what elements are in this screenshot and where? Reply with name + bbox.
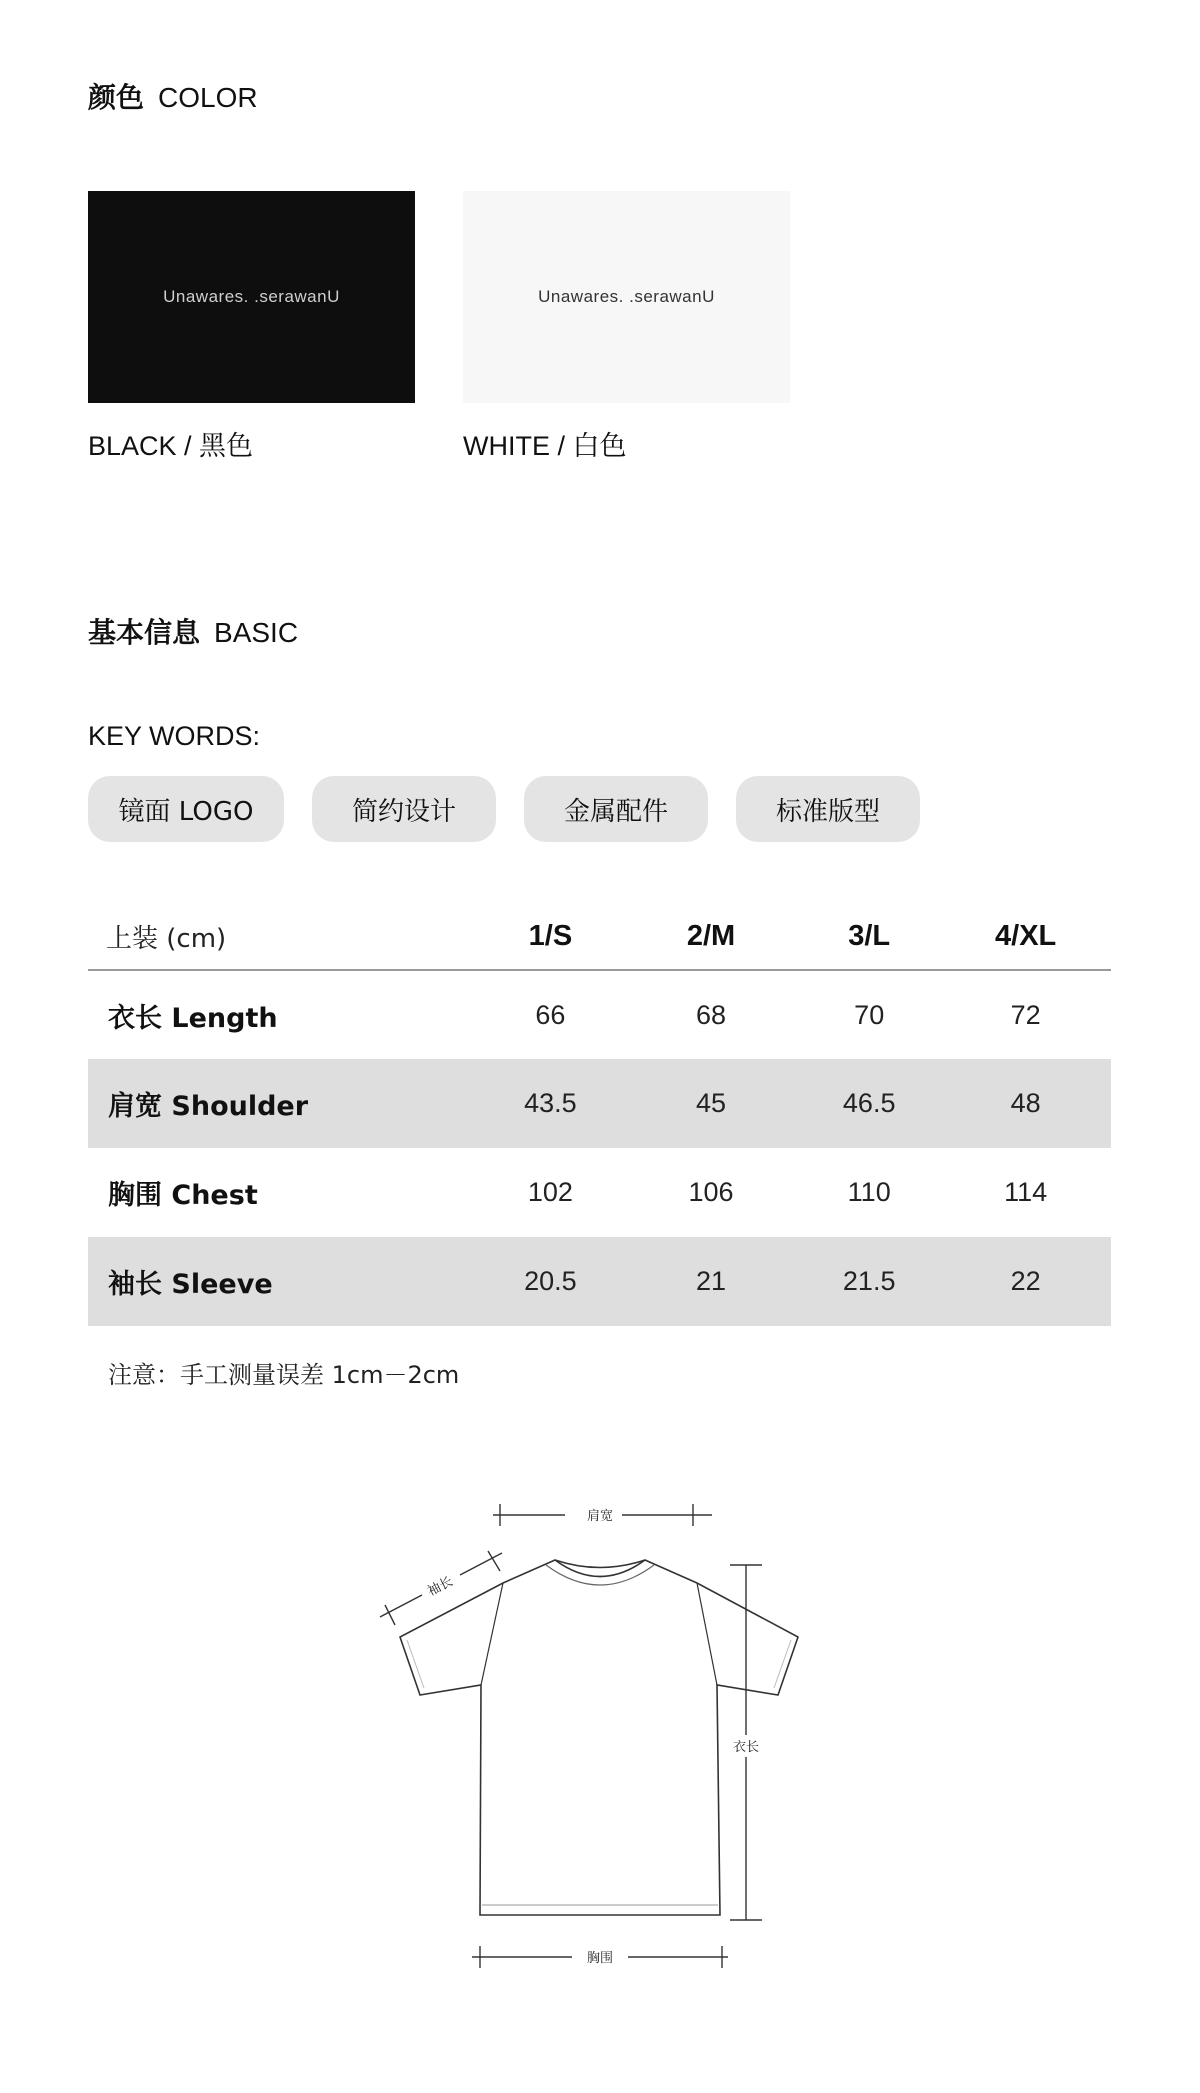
table-header-cell: 1/S — [477, 904, 624, 970]
size-table — [88, 904, 1111, 1326]
table-cell: 66 — [535, 999, 566, 1030]
table-cell: 72 — [1010, 999, 1041, 1030]
table-header-row — [88, 904, 1111, 970]
row-label: 衣长 Length — [108, 1002, 278, 1034]
table-header-cell: 上装 (cm) — [88, 904, 477, 970]
length-label: 衣长 — [732, 1740, 760, 1755]
keyword-chips — [88, 776, 920, 842]
swatch-logo-text: Unawares. .serawanU — [163, 287, 340, 306]
keyword-chip: 简约设计 — [312, 776, 496, 842]
keyword-chip: 金属配件 — [524, 776, 708, 842]
keywords-label: KEY WORDS: — [88, 721, 261, 751]
shoulder-label: 肩宽 — [586, 1509, 614, 1524]
swatch-label-white: WHITE / 白色 — [463, 431, 627, 461]
row-label: 胸围 Chest — [108, 1180, 258, 1211]
tshirt-outline — [400, 1560, 798, 1915]
table-cell: 48 — [940, 1059, 1111, 1148]
table-cell: 70 — [854, 999, 885, 1030]
basic-title-zh: 基本信息 — [88, 616, 201, 649]
tshirt-measurement-diagram — [360, 1495, 820, 1985]
swatch-label-black: BLACK / 黑色 — [88, 431, 254, 461]
table-cell: 22 — [940, 1237, 1111, 1326]
table-cell: 110 — [847, 1177, 891, 1207]
basic-title-en: BASIC — [214, 617, 299, 648]
table-cell: 43.5 — [477, 1059, 624, 1148]
row-label: 袖长 Sleeve — [88, 1237, 477, 1326]
table-cell: 68 — [695, 999, 727, 1030]
color-title-en: COLOR — [158, 82, 258, 113]
table-header-cell: 2/M — [624, 904, 798, 970]
row-label: 肩宽 Shoulder — [88, 1059, 477, 1148]
table-cell: 20.5 — [477, 1237, 624, 1326]
table-row — [88, 1059, 1111, 1148]
measurement-note: 注意：手工测量误差 1cm－2cm — [108, 1361, 460, 1389]
color-title-zh: 颜色 — [88, 81, 145, 114]
table-cell: 21 — [624, 1237, 798, 1326]
sleeve-label: 袖长 — [425, 1574, 456, 1600]
table-cell: 46.5 — [798, 1059, 940, 1148]
basic-section-title — [88, 611, 298, 651]
keyword-chip: 标准版型 — [736, 776, 920, 842]
swatch-logo-text: Unawares. .serawanU — [538, 287, 715, 306]
table-header-cell: 4/XL — [940, 904, 1111, 970]
table-row — [88, 1237, 1111, 1326]
color-section-title — [88, 76, 258, 116]
swatch-white[interactable] — [463, 191, 790, 403]
table-cell: 114 — [1004, 1177, 1048, 1207]
table-header-cell: 3/L — [798, 904, 940, 970]
keyword-chip: 镜面 LOGO — [88, 776, 284, 842]
table-cell: 21.5 — [798, 1237, 940, 1326]
swatch-black[interactable] — [88, 191, 415, 403]
table-row — [88, 970, 1111, 1059]
table-cell: 45 — [624, 1059, 798, 1148]
table-row — [88, 1148, 1111, 1237]
table-cell: 102 — [527, 1177, 573, 1207]
table-cell: 106 — [688, 1177, 734, 1207]
chest-label: 胸围 — [586, 1951, 614, 1966]
